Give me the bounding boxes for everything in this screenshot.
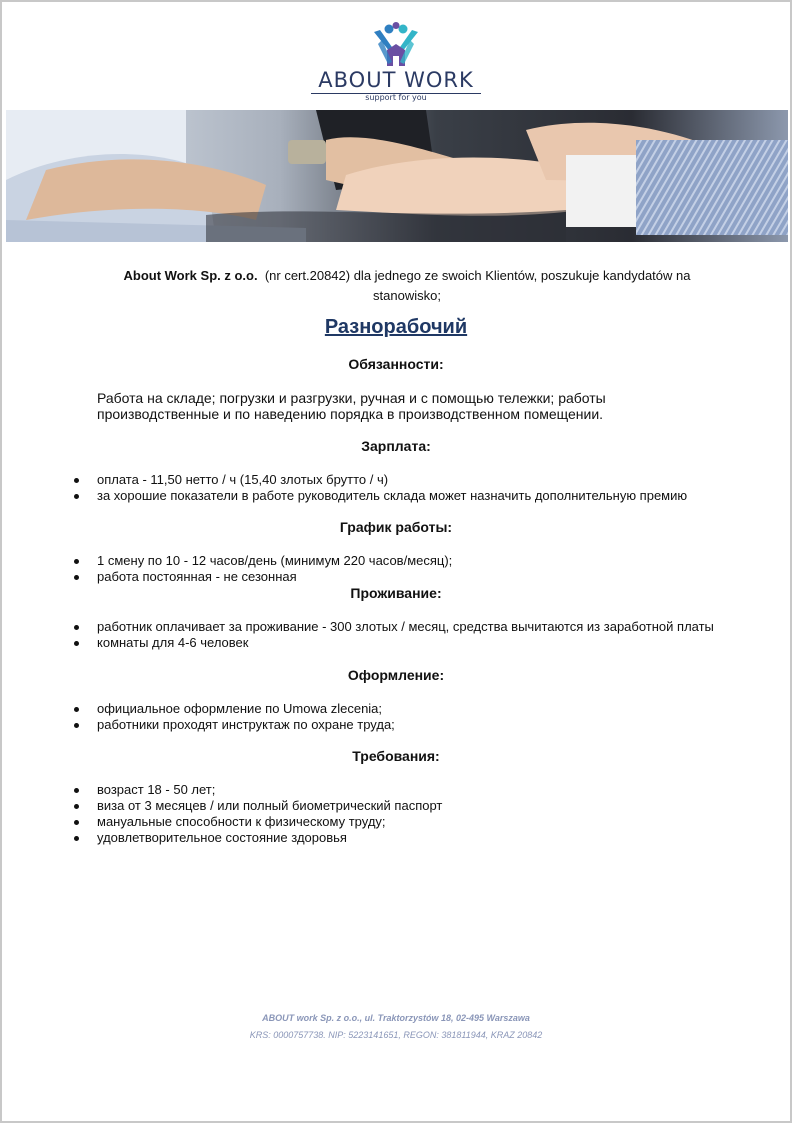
list-item: за хорошие показатели в работе руководитель склада может назначить дополнительную премию [74, 488, 734, 504]
duties-text: Работа на складе; погрузки и разгрузки, ручная и с помощью тележки; работы производственные и по наведению порядка в производственном помещении. [97, 390, 606, 422]
registration-list [74, 701, 734, 733]
job-title: Разнорабочий [324, 316, 468, 338]
list-item: оплата - 11,50 нетто / ч (15,40 злотых брутто / ч) [74, 472, 734, 488]
logo-wordmark: ABOUT WORK [318, 68, 474, 92]
schedule-list [74, 553, 734, 585]
housing-heading: Проживание: [350, 585, 442, 601]
list-item: комнаты для 4-6 человек [74, 635, 734, 651]
banner-photo [6, 110, 788, 242]
page-footer [2, 1010, 790, 1044]
duties-heading: Обязанности: [348, 356, 444, 372]
list-item: официальное оформление по Umowa zlecenia; [74, 701, 734, 717]
list-item: работник оплачивает за проживание - 300 злотых / месяц, средства вычитаются из заработной платы [74, 619, 734, 635]
company-name: About Work Sp. z o.o. [123, 268, 258, 283]
salary-heading: Зарплата: [361, 438, 431, 454]
housing-list [74, 619, 734, 651]
list-item: работники проходят инструктаж по охране труда; [74, 717, 734, 733]
intro-text [112, 266, 702, 306]
stacked-hands-image [6, 110, 788, 242]
intro-body: (nr cert.20842) dla jednego ze swoich Klientów, poszukuje kandydatów na stanowisko; [264, 268, 691, 303]
registration-heading: Оформление: [347, 667, 445, 683]
list-item: удовлетворительное состояние здоровья [74, 830, 734, 846]
logo-tagline: support for you [365, 93, 427, 102]
list-item: мануальные способности к физическому труду; [74, 814, 734, 830]
people-logo-icon [368, 22, 424, 68]
list-item: виза от 3 месяцев / или полный биометрический паспорт [74, 798, 734, 814]
list-item: 1 смену по 10 - 12 часов/день (минимум 220 часов/месяц); [74, 553, 734, 569]
schedule-heading: График работы: [339, 519, 453, 535]
footer-address: ABOUT work Sp. z o.o., ul. Traktorzystów 18, 02-495 Warszawa [262, 1013, 530, 1023]
footer-registration: KRS: 0000757738. NIP: 5223141651, REGON: 381811944, KRAZ 20842 [249, 1030, 543, 1040]
salary-list [74, 472, 734, 504]
company-logo [2, 22, 790, 102]
requirements-heading: Требования: [352, 748, 440, 764]
list-item: работа постоянная - не сезонная [74, 569, 734, 585]
requirements-list [74, 782, 734, 846]
list-item: возраст 18 - 50 лет; [74, 782, 734, 798]
